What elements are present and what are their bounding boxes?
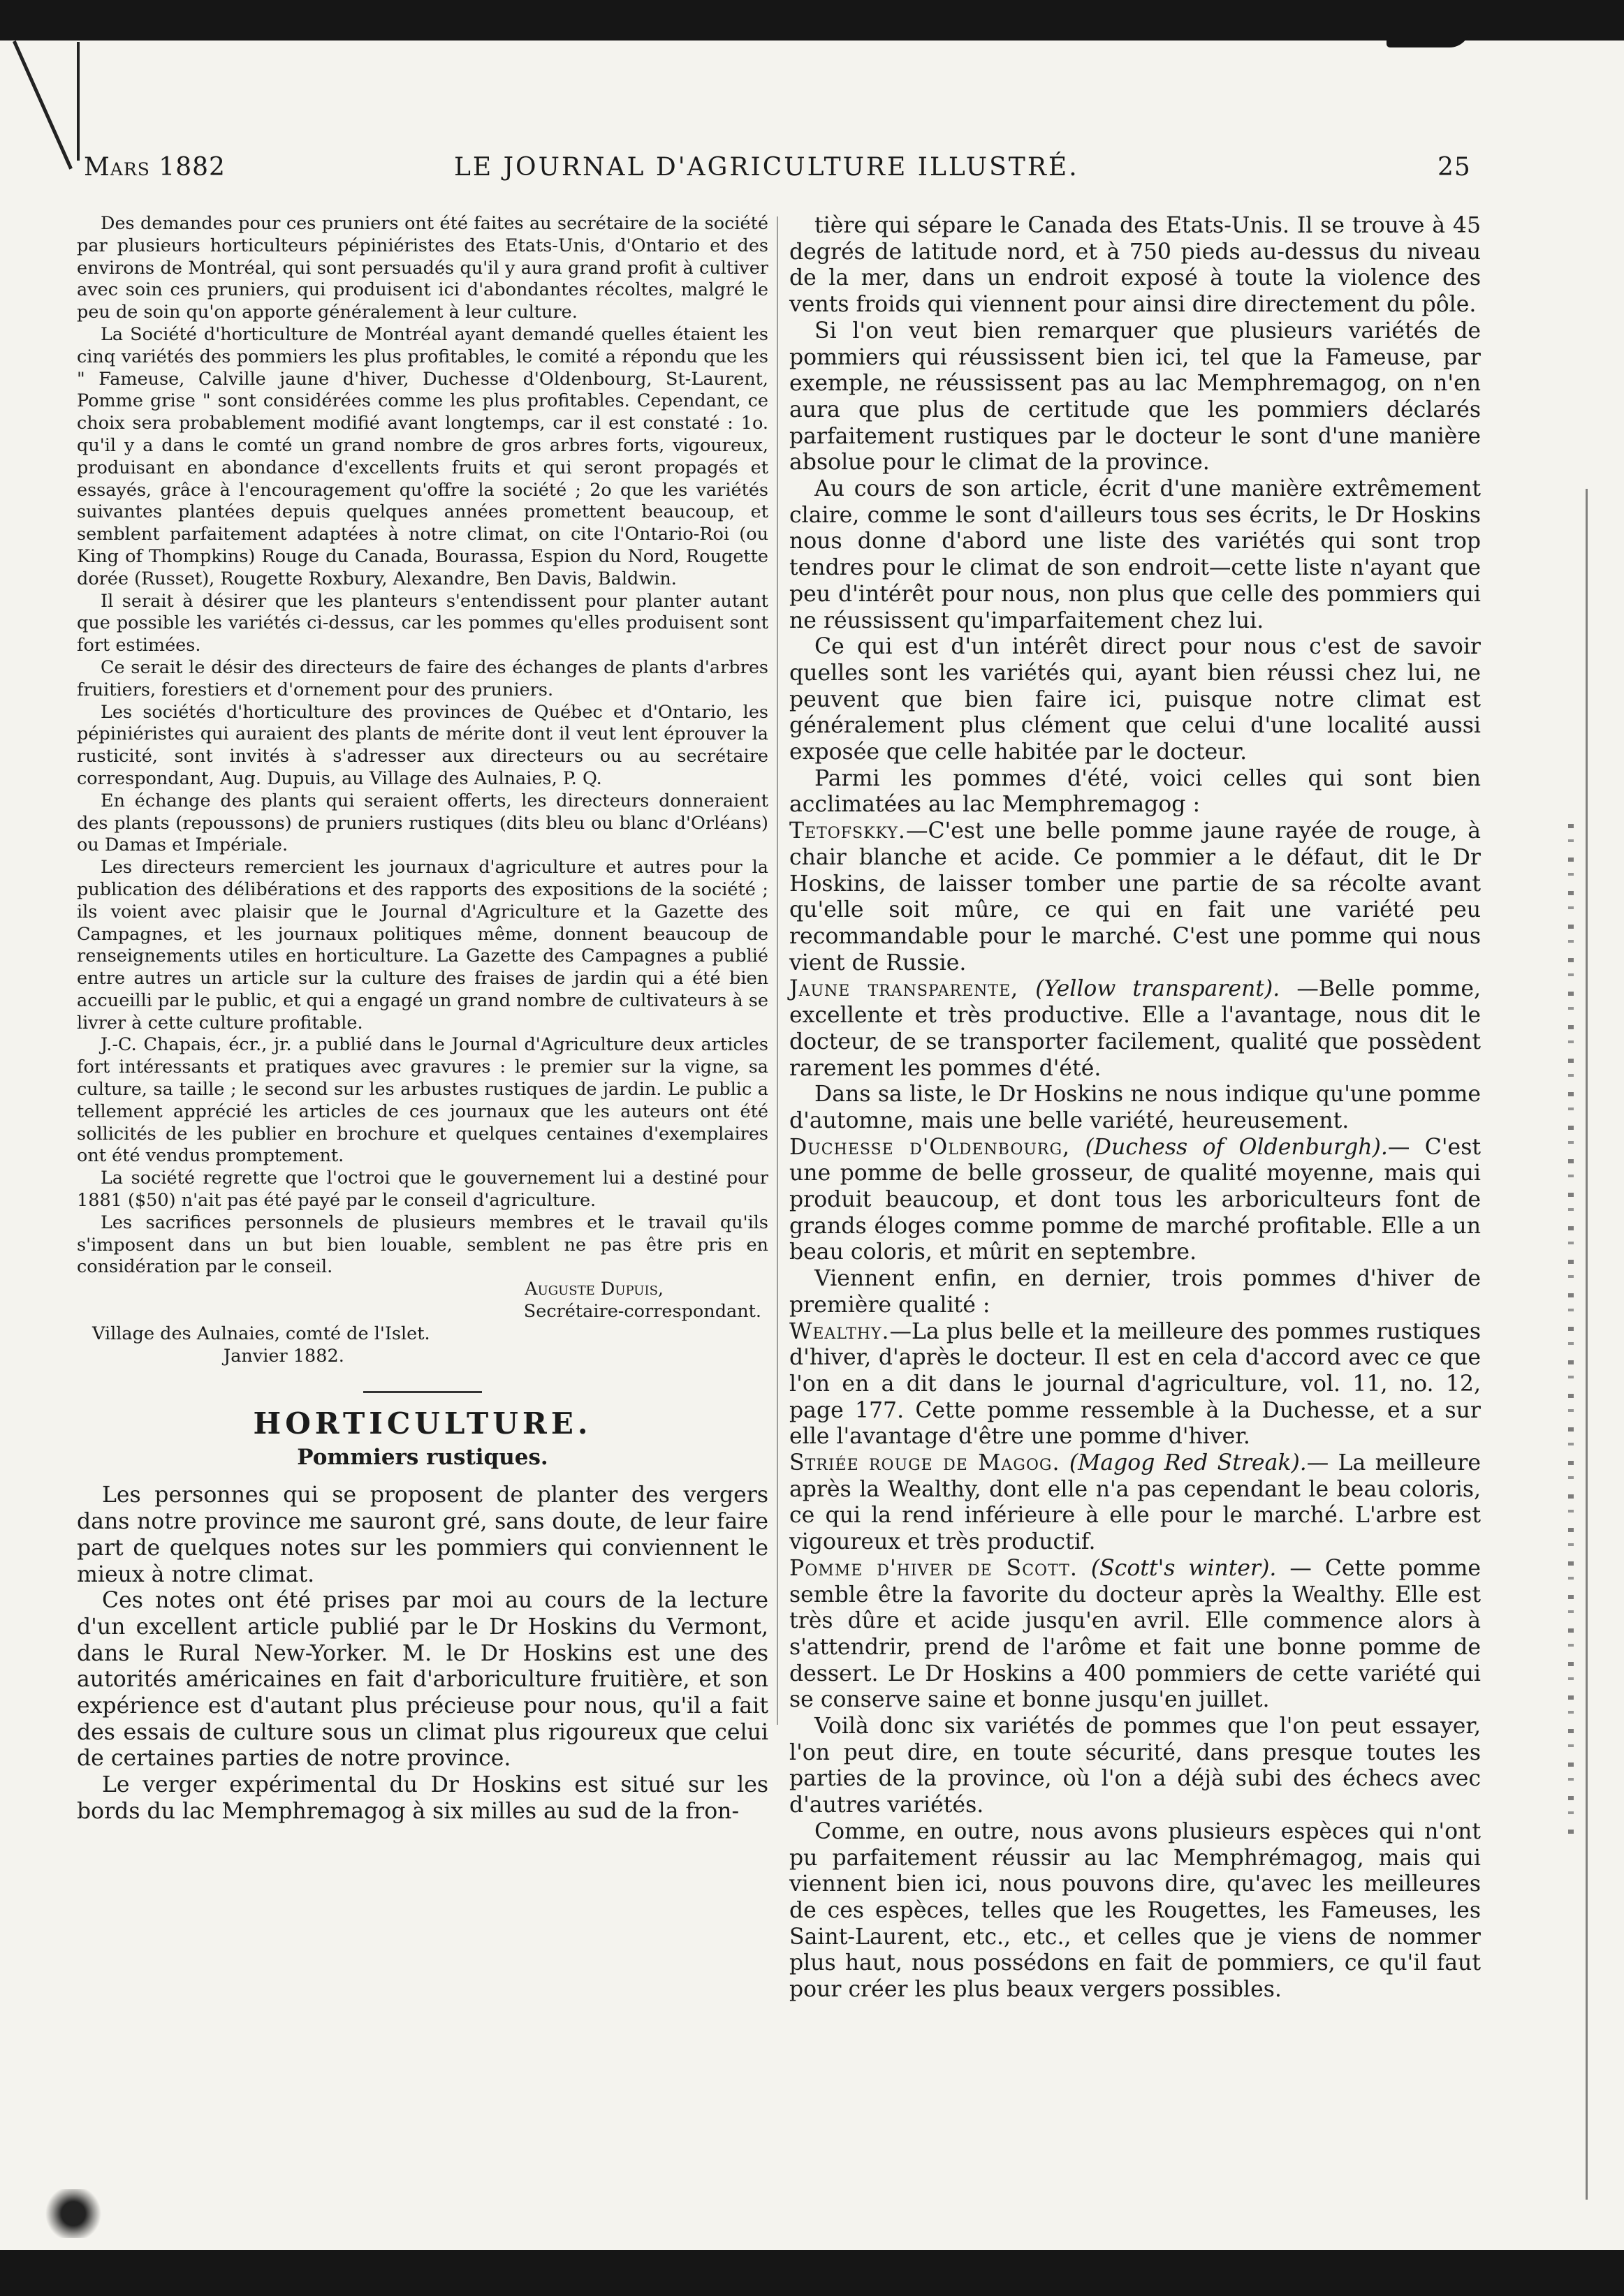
article-paragraph: Comme, en outre, nous avons plusieurs espèces qui n'ont pu parfaitement réussir au lac Memphrémagog, mais qui viennent bien ici, nous pouvons dire, qu'avec les meilleures de ces espèces, telles que les Rougettes, les Fameuses, les Saint-Laurent, etc., etc., et celles que je viens de nommer plus haut, nous possédons en fait de pommiers, ce qu'il faut pour créer les plus beaux vergers possibles. — [789, 1818, 1481, 2003]
variety-name: Pomme d'hiver de Scott. — [789, 1555, 1078, 1581]
variety-name: Jaune transparente, — [789, 976, 1019, 1002]
variety-english-name: (Scott's winter). — [1090, 1555, 1277, 1581]
scan-edge-rule — [1586, 489, 1588, 2200]
section-subtitle: Pommiers rustiques. — [297, 1445, 548, 1471]
variety-description: — C'est une pomme de belle grosseur, de qualité moyenne, mais qui produit beaucoup, et dont tous les arboriculteurs font de grands éloges comme pomme de marché profitable. Elle a un beau coloris, et mûrit en septembre. — [789, 1134, 1482, 1265]
variety-entry — [789, 1319, 1481, 1451]
variety-name: Striée rouge de Magog. — [789, 1450, 1060, 1476]
notice-paragraph: La société regrette que l'octroi que le gouvernement lui a destiné pour 1881 ($50) n'ait pas été payé par le conseil d'agriculture. — [77, 1168, 768, 1212]
article-paragraph: Dans sa liste, le Dr Hoskins ne nous indique qu'une pomme d'automne, mais une belle variété, heureusement. — [789, 1082, 1481, 1133]
scan-margin-mark — [77, 42, 80, 161]
right-column — [789, 213, 1481, 2003]
notice-paragraph: Les directeurs remercient les journaux d'agriculture et autres pour la publication des délibérations et des rapports des expositions de la société ; ils voient avec plaisir que le Journal d'Agriculture et la Gazette des Campagnes, et les journaux politiques même, donnent beaucoup de renseignements utiles en horticulture. La Gazette des Campagnes a publié entre autres un article sur la culture des fraises de jardin qui a été bien accueilli par le public, et qui a engagé un grand nombre de cultivateurs à se livrer à cette culture profitable. — [77, 857, 768, 1033]
variety-entry — [789, 1556, 1481, 1714]
notice-paragraph: J.-C. Chapais, écr., jr. a publié dans le Journal d'Agriculture deux articles fort intéressants et pratiques avec gravures : le premier sur la vigne, sa culture, sa taille ; le second sur les arbustes rustiques de jardin. Le public a tellement apprécié les articles de ces journaux que les auteurs ont été sollicités de les publier en brochure et quelques centaines d'exemplaires ont été vendus promptement. — [77, 1034, 768, 1167]
scan-margin-mark — [13, 41, 73, 170]
notice-paragraph: Les sociétés d'horticulture des provinces de Québec et d'Ontario, les pépiniéristes qui auraient des plants de mérite dont il veut lent éprouver la rusticité, sont invités à s'adresser aux directeurs ou au secrétaire correspondant, Aug. Dupuis, au Village des Aulnaies, P. Q. — [77, 701, 768, 789]
variety-english-name: (Magog Red Streak). — [1069, 1450, 1307, 1476]
column-divider — [777, 216, 778, 1725]
signature-date: Janvier 1882. — [224, 1345, 344, 1367]
notice-paragraph: Les sacrifices personnels de plusieurs membres et le travail qu'ils s'imposent dans un but bien louable, semblent ne pas être pris en considération par le conseil. — [77, 1212, 768, 1278]
article-paragraph: Viennent enfin, en dernier, trois pommes d'hiver de première qualité : — [789, 1266, 1481, 1318]
page-number: 25 — [1438, 153, 1471, 182]
signature-block — [77, 1279, 768, 1367]
section-rule — [363, 1391, 482, 1393]
ink-blot — [42, 2189, 105, 2238]
section-title: HORTICULTURE. — [253, 1406, 592, 1441]
notice-paragraph: Ce serait le désir des directeurs de faire des échanges de plants d'arbres fruitiers, forestiers et d'ornement pour des pruniers. — [77, 656, 768, 700]
notice-paragraph: Des demandes pour ces pruniers ont été faites au secrétaire de la société par plusieurs horticulteurs pépiniéristes des Etats-Unis, d'Ontario et des environs de Montréal, qui sont persuadés qu'il y aura grand profit à cultiver avec soin ces pruniers, qui produisent ici d'abondantes récoltes, malgré le peu de soin qu'on apporte généralement à leur culture. — [77, 213, 768, 323]
article-body — [77, 1482, 768, 1825]
variety-entry — [789, 1135, 1481, 1267]
signature-name: Auguste Dupuis, — [525, 1279, 664, 1300]
variety-entry — [789, 976, 1481, 1082]
variety-description: — La meilleure après la Wealthy, dont elle n'a pas cependant le beau coloris, ce qui la rend inférieure à elle pour le marché. L'arbre est vigoureux et très productif. — [789, 1450, 1481, 1555]
issue-date: Mars 1882 — [84, 153, 226, 182]
notice-paragraph: Il serait à désirer que les planteurs s'entendissent pour planter autant que possible les variétés ci-dessus, car les pommes qu'elles produisent sont fort estimées. — [77, 590, 768, 656]
article-paragraph: Si l'on veut bien remarquer que plusieurs variétés de pommiers qui réussissent bien ici, tel que la Fameuse, par exemple, ne réussissent pas au lac Memphremagog, on n'en aura que plus de certitude que les pommiers déclarés parfaitement rustiques par le docteur le sont d'une manière absolue pour le climat de la province. — [789, 318, 1481, 476]
scan-edge-speckle — [1568, 824, 1574, 1837]
variety-name: Duchesse d'Oldenbourg, — [789, 1134, 1071, 1160]
article-paragraph: Le verger expérimental du Dr Hoskins est situé sur les bords du lac Memphremagog à six milles au sud de la fron- — [77, 1772, 768, 1824]
notice-paragraph: La Société d'horticulture de Montréal ayant demandé quelles étaient les cinq variétés des pommiers les plus profitables, le comité a répondu que les " Fameuse, Calville jaune d'hiver, Duchesse d'Oldenbourg, St-Laurent, Pomme grise " sont considérées comme les plus profitables. Cependant, ce choix sera probablement modifié avant longtemps, car il est constaté : 1o. qu'il y a dans le comté un grand nombre de gros arbres forts, vigoureux, produisant en abondance d'excellents fruits et qui seront propagés et essayés, grâce à l'encouragement qu'offre la société ; 2o que les variétés suivantes plantées depuis quelques années promettent beaucoup, et semblent parfaitement adaptées à notre climat, on cite l'Ontario-Roi (ou King of Thompkins) Rouge du Canada, Bourassa, Espion du Nord, Rougette dorée (Russet), Rougette Roxbury, Alexandre, Ben Davis, Baldwin. — [77, 323, 768, 589]
article-paragraph: Parmi les pommes d'été, voici celles qui sont bien acclimatées au lac Memphremagog : — [789, 765, 1481, 818]
variety-name: Tetofskky. — [789, 818, 906, 844]
variety-entry — [789, 1450, 1481, 1556]
page-top-scan-edge — [0, 0, 1624, 41]
page-bottom-scan-edge — [0, 2250, 1624, 2296]
variety-name: Wealthy. — [789, 1318, 890, 1344]
signature-place: Village des Aulnaies, comté de l'Islet. — [92, 1323, 430, 1344]
article-paragraph: Ces notes ont été prises par moi au cours de la lecture d'un excellent article publié par le Dr Hoskins du Vermont, dans le Rural New-Yorker. M. le Dr Hoskins est une des autorités américaines en fait d'arboriculture fruitière, et son expérience est d'autant plus précieuse pour nous, qu'il a fait des essais de culture sous un climat plus rigoureux que celui de certaines parties de notre province. — [77, 1588, 768, 1772]
journal-title: LE JOURNAL D'AGRICULTURE ILLUSTRÉ. — [454, 153, 1079, 182]
variety-description: —Belle pomme, excellente et très productive. Elle a l'avantage, nous dit le docteur, de se transporter facilement, qualité que possèdent rarement les pommes d'été. — [789, 976, 1481, 1081]
signature-role: Secrétaire-correspondant. — [523, 1301, 761, 1323]
variety-description: —La plus belle et la meilleure des pommes rustiques d'hiver, d'après le docteur. Il est en cela d'accord avec ce que l'on en a dit dans le journal d'agriculture, vol. 11, no. 12, page 177. Cette pomme ressemble à la Duchesse, et a sur elle l'avantage d'être une pomme d'hiver. — [789, 1318, 1481, 1450]
article-paragraph: Ce qui est d'un intérêt direct pour nous c'est de savoir quelles sont les variétés qui, ayant bien réussi chez lui, ne peuvent que bien faire ici, puisque notre climat est généralement plus clément que celui d'une localité aussi exposée que celle habitée par le docteur. — [789, 634, 1481, 765]
article-paragraph: Voilà donc six variétés de pommes que l'on peut essayer, l'on peut dire, en toute sécurité, dans presque toutes les parties de la province, où l'on a déjà subi des échecs avec d'autres variétés. — [789, 1714, 1481, 1818]
article-paragraph: tière qui sépare le Canada des Etats-Unis. Il se trouve à 45 degrés de latitude nord, et à 750 pieds au-dessus du niveau de la mer, dans un endroit exposé à toute la violence des vents froids qui viennent pour ainsi dire directement du pôle. — [789, 213, 1481, 318]
article-paragraph: Les personnes qui se proposent de planter des vergers dans notre province me sauront gré, sans doute, de leur faire part de quelques notes sur les pommiers qui conviennent le mieux à notre climat. — [77, 1482, 768, 1587]
variety-english-name: (Yellow transparent). — [1035, 976, 1280, 1002]
variety-entry — [789, 818, 1481, 976]
variety-description: — Cette pomme semble être la favorite du docteur après la Wealthy. Elle est très dûre et acide jusqu'en avril. Elle commence alors à s'attendrir, prend de l'arôme et fait une bonne pomme de dessert. Le Dr Hoskins a 400 pommiers de cette variété qui se conserve saine et bonne jusqu'en juillet. — [789, 1555, 1481, 1713]
article-paragraph: Au cours de son article, écrit d'une manière extrêmement claire, comme le sont d'ailleurs tous ses écrits, le Dr Hoskins nous donne d'abord une liste des variétés qui sont trop tendres pour le climat de son endroit—cette liste n'ayant que peu d'intérêt pour nous, non plus que celle des pommiers qui ne réussissent qu'imparfaitement chez lui. — [789, 476, 1481, 633]
notice-paragraph: En échange des plants qui seraient offerts, les directeurs donneraient des plants (repoussons) de pruniers rustiques (dits bleu ou blanc d'Orléans) ou Damas et Impériale. — [77, 790, 768, 856]
variety-description: —C'est une belle pomme jaune rayée de rouge, à chair blanche et acide. Ce pommier a le défaut, dit le Dr Hoskins, de laisser tomber une partie de sa récolte avant qu'elle soit mûre, ce qui en fait une variété peu recommandable pour le marché. C'est une pomme qui nous vient de Russie. — [789, 818, 1481, 976]
variety-english-name: (Duchess of Oldenburgh). — [1085, 1134, 1388, 1160]
society-notice — [77, 213, 768, 1279]
left-column — [77, 213, 768, 1825]
